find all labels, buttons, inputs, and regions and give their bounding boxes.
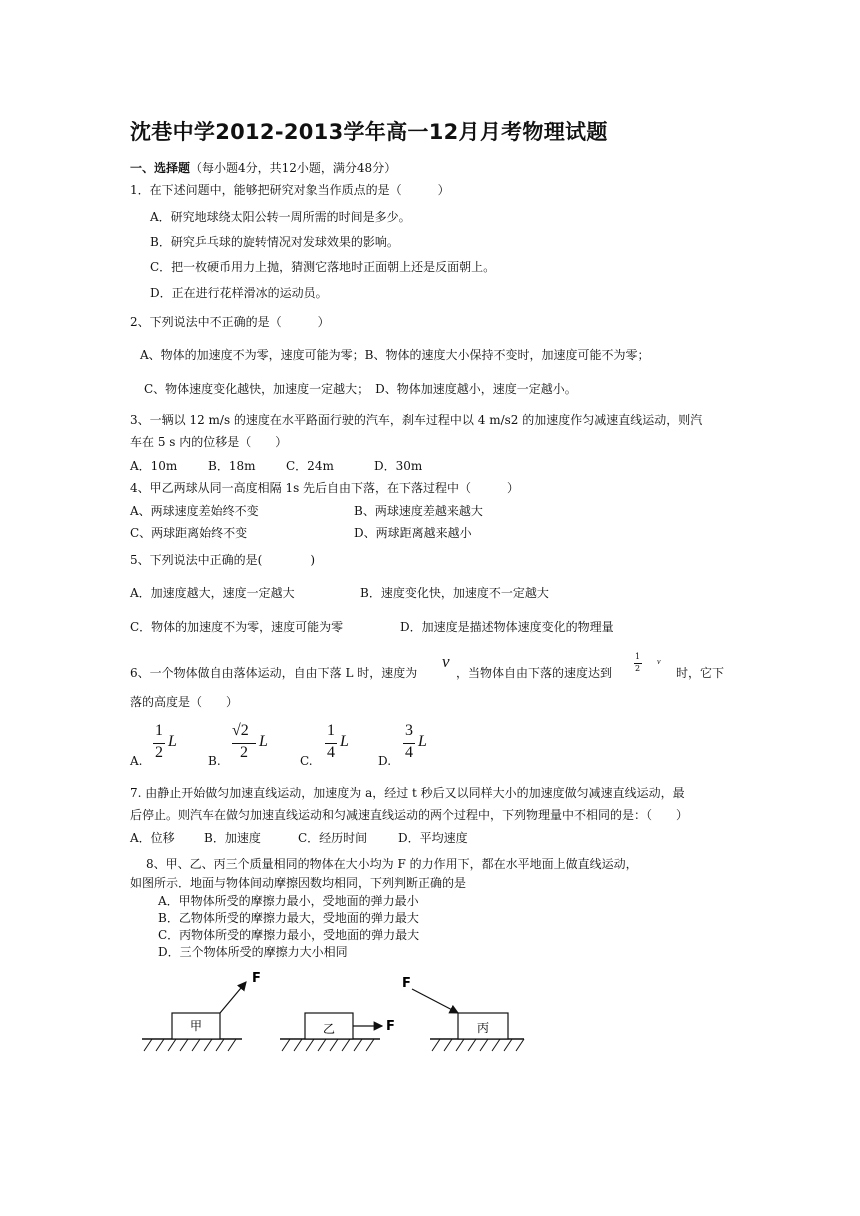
- q4-option-d: D、两球距离越来越小: [354, 526, 472, 540]
- section-heading: [130, 160, 396, 176]
- q7-stem-line1: 7. 由静止开始做匀加速直线运动，加速度为 a，经过 t 秒后又以同样大小的加速度做匀减速直线运动，最: [130, 786, 685, 800]
- q7-option-d: D．平均速度: [398, 831, 468, 845]
- q5-option-b: B．速度变化快，加速度不一定越大: [360, 586, 549, 600]
- q2-options-ab: A、物体的加速度不为零，速度可能为零；B、物体的速度大小保持不变时，加速度可能不为零；: [140, 348, 650, 362]
- q5-option-c: C．物体的加速度不为零，速度可能为零: [130, 620, 344, 634]
- q2-options-cd: C、物体速度变化越快，加速度一定越大； D、物体加速度越小，速度一定越小。: [144, 382, 577, 396]
- q6-c-numerator: 1: [327, 722, 335, 739]
- q6-d-denominator: 4: [405, 744, 413, 761]
- q4-option-a: A、两球速度差始终不变: [130, 504, 259, 518]
- q6-a-denominator: 2: [155, 744, 163, 761]
- q8-option-a: A．甲物体所受的摩擦力最小，受地面的弹力最小: [158, 894, 419, 908]
- q3-stem-line1: 3、一辆以 12 m/s 的速度在水平路面行驶的汽车，刹车过程中以 4 m/s2 的加速度作匀减速直线运动，则汽: [130, 413, 703, 427]
- force-label-2: F: [386, 1019, 395, 1034]
- q7-option-c: C．经历时间: [298, 831, 368, 845]
- q6-stem-part3: 时，它下: [676, 666, 725, 680]
- q6-c-L: L: [340, 733, 349, 750]
- q5-stem: 5、下列说法中正确的是( ): [130, 553, 315, 567]
- q3-option-c: C．24m: [286, 459, 334, 473]
- q8-stem-line2: 如图所示．地面与物体间动摩擦因数均相同，下列判断正确的是: [130, 876, 467, 890]
- q1-option-b: B．研究乒乓球的旋转情况对发球效果的影响。: [150, 235, 399, 249]
- friction-figure: [130, 965, 550, 1065]
- force-arrow-1: [220, 982, 246, 1013]
- q7-option-b: B．加速度: [204, 831, 261, 845]
- q4-option-c: C、两球距离始终不变: [130, 526, 248, 540]
- ground-hatch-3: [432, 1039, 524, 1051]
- q7-stem-line2: 后停止。则汽车在做匀加速直线运动和匀减速直线运动的两个过程中，下列物理量中不相同的是：（ ）: [130, 808, 689, 822]
- q4-option-b: B、两球速度差越来越大: [354, 504, 483, 518]
- block-bing-label: 丙: [476, 1021, 490, 1035]
- q6-b-denominator: 2: [240, 744, 248, 761]
- q2-stem: 2、下列说法中不正确的是（ ）: [130, 315, 330, 329]
- q5-option-a: A．加速度越大，速度一定越大: [130, 586, 295, 600]
- ground-hatch-2: [282, 1039, 374, 1051]
- q8-option-c: C．丙物体所受的摩擦力最小，受地面的弹力最大: [158, 928, 420, 942]
- q6-half-v-fraction: [633, 652, 663, 682]
- q3-option-b: B．18m: [208, 459, 256, 473]
- q6-option-c-fraction: [322, 722, 362, 768]
- q1-option-c: C．把一枚硬币用力上抛，猜测它落地时正面朝上还是反面朝上。: [150, 260, 496, 274]
- q6-option-a-fraction: [150, 722, 190, 768]
- q7-option-a: A．位移: [130, 831, 175, 845]
- q8-stem-line1: 8、甲、乙、丙三个质量相同的物体在大小均为 F 的力作用下，都在水平地面上做直线运动，: [146, 857, 638, 871]
- q6-a-L: L: [168, 733, 177, 750]
- q1-option-d: D．正在进行花样滑冰的运动员。: [150, 286, 328, 300]
- block-yi-label: 乙: [322, 1022, 336, 1036]
- q6-option-b-fraction: [230, 722, 276, 768]
- q1-stem: 1．在下述问题中，能够把研究对象当作质点的是（ ）: [130, 183, 450, 197]
- q6-stem-part1: 6、一个物体做自由落体运动，自由下落 L 时，速度为: [130, 666, 418, 680]
- q6-d-L: L: [418, 733, 427, 750]
- q3-stem-line2: 车在 5 s 内的位移是（ ）: [130, 435, 288, 449]
- section-note: （每小题4分，共12小题，满分48分）: [190, 161, 397, 175]
- force-arrow-3: [412, 989, 458, 1013]
- q6-option-b-label: B.: [208, 754, 221, 768]
- q6-half-den: 2: [635, 664, 641, 673]
- q6-option-c-label: C.: [300, 754, 313, 768]
- page-title: 沈巷中学2012-2013学年高一12月月考物理试题: [130, 120, 608, 144]
- figure-group-jia: [142, 971, 261, 1051]
- q4-stem: 4、甲乙两球从同一高度相隔 1s 先后自由下落，在下落过程中（ ）: [130, 481, 520, 495]
- q8-option-d: D．三个物体所受的摩擦力大小相同: [158, 945, 348, 959]
- block-jia-label: 甲: [189, 1019, 203, 1033]
- q6-b-L: L: [259, 733, 268, 750]
- ground-hatch-1: [144, 1039, 236, 1051]
- q3-option-a: A．10m: [130, 459, 178, 473]
- figure-group-bing: [402, 976, 524, 1051]
- q6-a-numerator: 1: [155, 722, 163, 739]
- figure-group-yi: [280, 1013, 395, 1051]
- q6-stem-line2: 落的高度是（ ）: [130, 695, 239, 709]
- q3-option-d: D．30m: [374, 459, 423, 473]
- section-title: 一、选择题: [130, 161, 191, 175]
- q6-option-d-fraction: [400, 722, 440, 768]
- q6-option-d-label: D.: [378, 754, 392, 768]
- q6-stem-part2: ，当物体自由下落的速度达到: [456, 666, 613, 680]
- force-label-1: F: [252, 971, 261, 986]
- q6-option-a-label: A.: [130, 754, 143, 768]
- q5-option-d: D．加速度是描述物体速度变化的物理量: [400, 620, 614, 634]
- q1-option-a: A．研究地球绕太阳公转一周所需的时间是多少。: [150, 210, 411, 224]
- q6-half-v: v: [657, 657, 661, 666]
- q6-b-numerator: √2: [232, 722, 249, 739]
- q6-c-denominator: 4: [327, 744, 335, 761]
- q6-half-num: 1: [635, 652, 641, 661]
- q8-option-b: B．乙物体所受的摩擦力最大，受地面的弹力最大: [158, 911, 419, 925]
- q6-d-numerator: 3: [405, 722, 413, 739]
- force-label-3: F: [402, 976, 411, 991]
- q6-velocity-symbol: v: [442, 652, 450, 671]
